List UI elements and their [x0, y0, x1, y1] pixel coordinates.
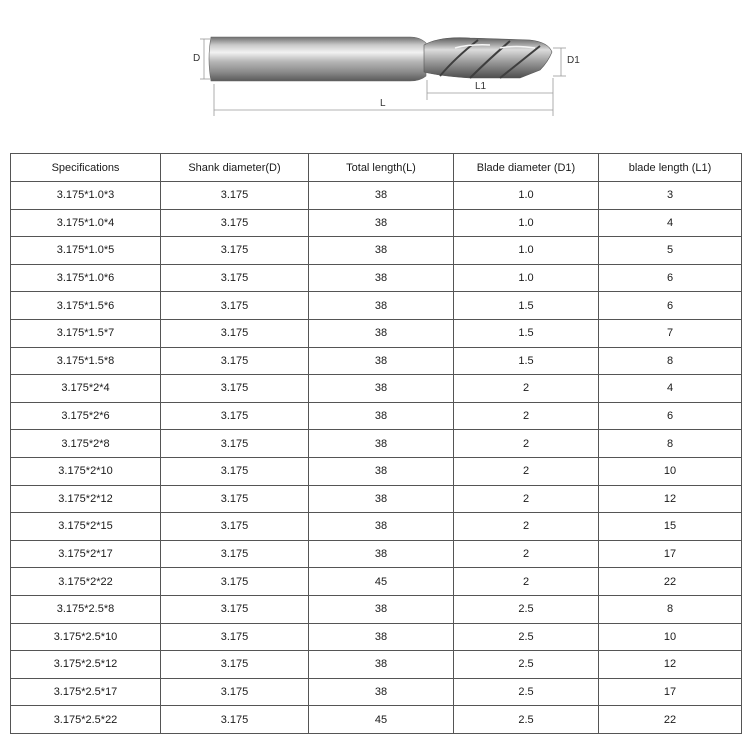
cell-blade-length: 17 [599, 540, 742, 568]
cell-blade-diameter: 2 [454, 375, 599, 403]
cell-blade-diameter: 2.5 [454, 678, 599, 706]
cell-blade-length: 6 [599, 292, 742, 320]
table-row [11, 568, 742, 596]
cell-blade-length: 6 [599, 264, 742, 292]
cell-spec: 3.175*2.5*10 [11, 623, 161, 651]
table-row [11, 651, 742, 679]
cell-shank-diameter: 3.175 [161, 402, 309, 430]
cell-total-length: 38 [309, 678, 454, 706]
cell-spec: 3.175*1.0*3 [11, 182, 161, 210]
cell-spec: 3.175*2*4 [11, 375, 161, 403]
cell-spec: 3.175*1.0*6 [11, 264, 161, 292]
cell-shank-diameter: 3.175 [161, 706, 309, 734]
cell-spec: 3.175*1.0*5 [11, 237, 161, 265]
table-row [11, 678, 742, 706]
cell-blade-diameter: 1.5 [454, 319, 599, 347]
header-blade-diameter: Blade diameter (D1) [454, 154, 599, 182]
cell-shank-diameter: 3.175 [161, 237, 309, 265]
cell-total-length: 38 [309, 623, 454, 651]
cell-blade-length: 15 [599, 513, 742, 541]
cell-total-length: 38 [309, 319, 454, 347]
cell-blade-diameter: 2 [454, 513, 599, 541]
table-row [11, 209, 742, 237]
cell-blade-length: 6 [599, 402, 742, 430]
cell-total-length: 38 [309, 347, 454, 375]
cell-blade-length: 7 [599, 319, 742, 347]
cell-total-length: 45 [309, 568, 454, 596]
cell-spec: 3.175*2.5*12 [11, 651, 161, 679]
cell-shank-diameter: 3.175 [161, 319, 309, 347]
cell-blade-length: 10 [599, 457, 742, 485]
header-specifications: Specifications [11, 154, 161, 182]
cell-shank-diameter: 3.175 [161, 209, 309, 237]
cell-spec: 3.175*2*10 [11, 457, 161, 485]
cell-total-length: 38 [309, 209, 454, 237]
table-row [11, 485, 742, 513]
cell-spec: 3.175*2*15 [11, 513, 161, 541]
cell-blade-diameter: 2.5 [454, 595, 599, 623]
cell-blade-length: 22 [599, 706, 742, 734]
cell-blade-length: 10 [599, 623, 742, 651]
cell-shank-diameter: 3.175 [161, 457, 309, 485]
cell-total-length: 38 [309, 182, 454, 210]
cell-spec: 3.175*2*8 [11, 430, 161, 458]
cell-blade-diameter: 2 [454, 457, 599, 485]
table-row [11, 375, 742, 403]
cell-spec: 3.175*2.5*8 [11, 595, 161, 623]
cell-shank-diameter: 3.175 [161, 651, 309, 679]
cell-blade-diameter: 2 [454, 430, 599, 458]
cell-spec: 3.175*2*12 [11, 485, 161, 513]
cell-blade-length: 12 [599, 651, 742, 679]
table-row [11, 595, 742, 623]
cell-blade-diameter: 1.5 [454, 347, 599, 375]
cell-total-length: 45 [309, 706, 454, 734]
cell-blade-diameter: 1.0 [454, 209, 599, 237]
cell-total-length: 38 [309, 513, 454, 541]
table-header-row [11, 154, 742, 182]
end-mill-diagram [0, 0, 750, 150]
table-row [11, 430, 742, 458]
cell-shank-diameter: 3.175 [161, 375, 309, 403]
cell-blade-diameter: 2 [454, 402, 599, 430]
cell-blade-length: 8 [599, 595, 742, 623]
table-row [11, 264, 742, 292]
header-shank-diameter: Shank diameter(D) [161, 154, 309, 182]
table-row [11, 182, 742, 210]
cell-total-length: 38 [309, 485, 454, 513]
table-row [11, 292, 742, 320]
cell-blade-diameter: 2 [454, 485, 599, 513]
cell-blade-diameter: 2.5 [454, 623, 599, 651]
cell-blade-diameter: 2.5 [454, 651, 599, 679]
cell-shank-diameter: 3.175 [161, 568, 309, 596]
table-body [11, 182, 742, 734]
cell-spec: 3.175*1.0*4 [11, 209, 161, 237]
cell-total-length: 38 [309, 264, 454, 292]
cell-shank-diameter: 3.175 [161, 595, 309, 623]
cell-spec: 3.175*1.5*8 [11, 347, 161, 375]
cell-blade-length: 5 [599, 237, 742, 265]
cell-shank-diameter: 3.175 [161, 430, 309, 458]
cell-blade-diameter: 1.0 [454, 182, 599, 210]
cell-blade-diameter: 1.0 [454, 237, 599, 265]
cell-shank-diameter: 3.175 [161, 264, 309, 292]
cell-blade-diameter: 2 [454, 568, 599, 596]
shank [209, 37, 426, 81]
cell-spec: 3.175*2*17 [11, 540, 161, 568]
dim-label-d1: D1 [567, 55, 580, 66]
cell-blade-length: 8 [599, 430, 742, 458]
cell-total-length: 38 [309, 595, 454, 623]
cell-spec: 3.175*1.5*6 [11, 292, 161, 320]
table-row [11, 623, 742, 651]
cell-blade-length: 4 [599, 209, 742, 237]
dim-label-l: L [380, 98, 386, 109]
dim-label-d: D [193, 53, 201, 64]
table-row [11, 237, 742, 265]
cell-spec: 3.175*2.5*22 [11, 706, 161, 734]
cell-blade-diameter: 1.0 [454, 264, 599, 292]
cell-spec: 3.175*1.5*7 [11, 319, 161, 347]
cell-total-length: 38 [309, 430, 454, 458]
cell-blade-length: 17 [599, 678, 742, 706]
cell-shank-diameter: 3.175 [161, 292, 309, 320]
cell-shank-diameter: 3.175 [161, 513, 309, 541]
table-row [11, 347, 742, 375]
dim-label-l1: L1 [475, 81, 487, 92]
cell-blade-length: 8 [599, 347, 742, 375]
cell-total-length: 38 [309, 651, 454, 679]
cell-blade-length: 12 [599, 485, 742, 513]
cell-blade-diameter: 1.5 [454, 292, 599, 320]
cell-shank-diameter: 3.175 [161, 540, 309, 568]
table-row [11, 402, 742, 430]
cell-blade-diameter: 2.5 [454, 706, 599, 734]
table-row [11, 513, 742, 541]
cell-shank-diameter: 3.175 [161, 485, 309, 513]
cell-total-length: 38 [309, 375, 454, 403]
cell-shank-diameter: 3.175 [161, 182, 309, 210]
cell-spec: 3.175*2*22 [11, 568, 161, 596]
cell-total-length: 38 [309, 237, 454, 265]
header-blade-length: blade length (L1) [599, 154, 742, 182]
cell-shank-diameter: 3.175 [161, 347, 309, 375]
spec-table [10, 153, 742, 734]
cell-blade-length: 3 [599, 182, 742, 210]
cell-spec: 3.175*2*6 [11, 402, 161, 430]
table-row [11, 540, 742, 568]
cell-total-length: 38 [309, 402, 454, 430]
cell-shank-diameter: 3.175 [161, 623, 309, 651]
cell-blade-diameter: 2 [454, 540, 599, 568]
cell-total-length: 38 [309, 457, 454, 485]
cell-shank-diameter: 3.175 [161, 678, 309, 706]
cell-blade-length: 22 [599, 568, 742, 596]
cell-total-length: 38 [309, 292, 454, 320]
cell-blade-length: 4 [599, 375, 742, 403]
cell-spec: 3.175*2.5*17 [11, 678, 161, 706]
end-mill-drawing [0, 0, 750, 150]
header-total-length: Total length(L) [309, 154, 454, 182]
table-row [11, 319, 742, 347]
table-row [11, 457, 742, 485]
table-row [11, 706, 742, 734]
cell-total-length: 38 [309, 540, 454, 568]
